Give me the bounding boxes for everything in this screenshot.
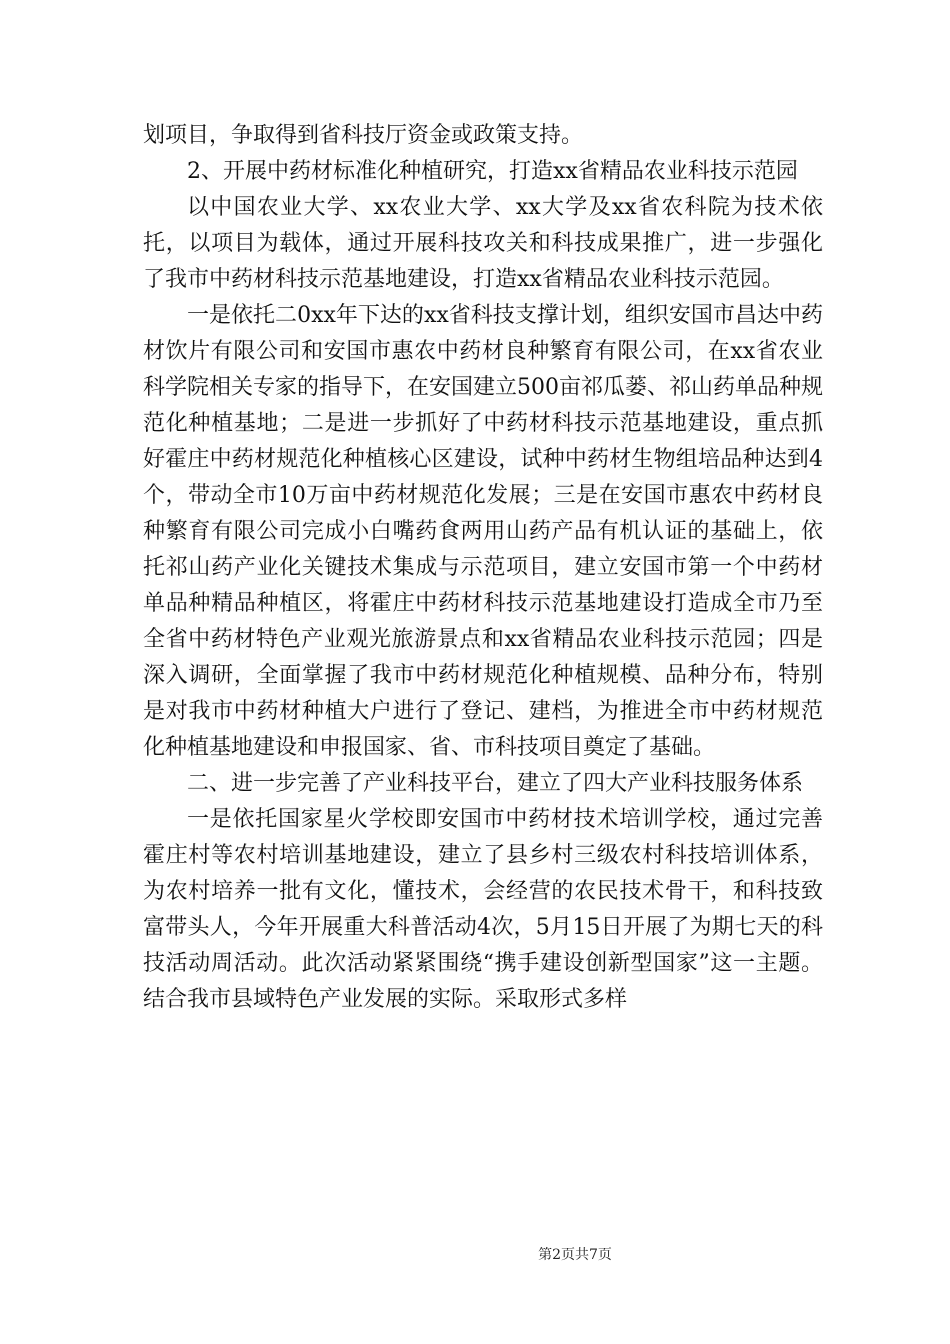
page-number-footer: 第2页共7页 <box>538 1247 612 1263</box>
paragraph-2-heading: 2、开展中药材标准化种植研究，打造xx省精品农业科技示范园 <box>187 159 798 184</box>
document-body <box>143 118 823 1018</box>
paragraph-3: 以中国农业大学、xx农业大学、xx大学及xx省农科院为技术依托，以项目为载体，通过开展科技攻关和科技成果推广，进一步强化了我市中药材科技示范基地建设，打造xx省精品农业科技示范园。 <box>143 195 823 292</box>
paragraph-1: 划项目，争取得到省科技厅资金或政策支持。 <box>143 123 584 148</box>
paragraph-6: 一是依托国家星火学校即安国市中药材技术培训学校，通过完善霍庄村等农村培训基地建设，建立了县乡村三级农村科技培训体系，为农村培养一批有文化，懂技术，会经营的农民技术骨干，和科技致富带头人，今年开展重大科普活动4次，5月15日开展了为期七天的科技活动周活动。此次活动紧紧围绕“携手建设创新型国家”这一主题。结合我市县域特色产业发展的实际。采取形式多样 <box>143 807 823 1012</box>
paragraph-4: 一是依托二0xx年下达的xx省科技支撑计划，组织安国市昌达中药材饮片有限公司和安国市惠农中药材良种繁育有限公司，在xx省农业科学院相关专家的指导下，在安国建立500亩祁瓜蒌、祁山药单品种规范化种植基地；二是进一步抓好了中药材科技示范基地建设，重点抓好霍庄中药材规范化种植核心区建设，试种中药材生物组培品种达到4个，带动全市10万亩中药材规范化发展；三是在安国市惠农中药材良种繁育有限公司完成小白嘴药食两用山药产品有机认证的基础上，依托祁山药产业化关键技术集成与示范项目，建立安国市第一个中药材单品种精品种植区，将霍庄中药材科技示范基地建设打造成全市乃至全省中药材特色产业观光旅游景点和xx省精品农业科技示范园；四是深入调研，全面掌握了我市中药材规范化种植规模、品种分布，特别是对我市中药材种植大户进行了登记、建档，为推进全市中药材规范化种植基地建设和申报国家、省、市科技项目奠定了基础。 <box>143 303 823 760</box>
paragraph-5-heading: 二、进一步完善了产业科技平台，建立了四大产业科技服务体系 <box>187 771 804 796</box>
